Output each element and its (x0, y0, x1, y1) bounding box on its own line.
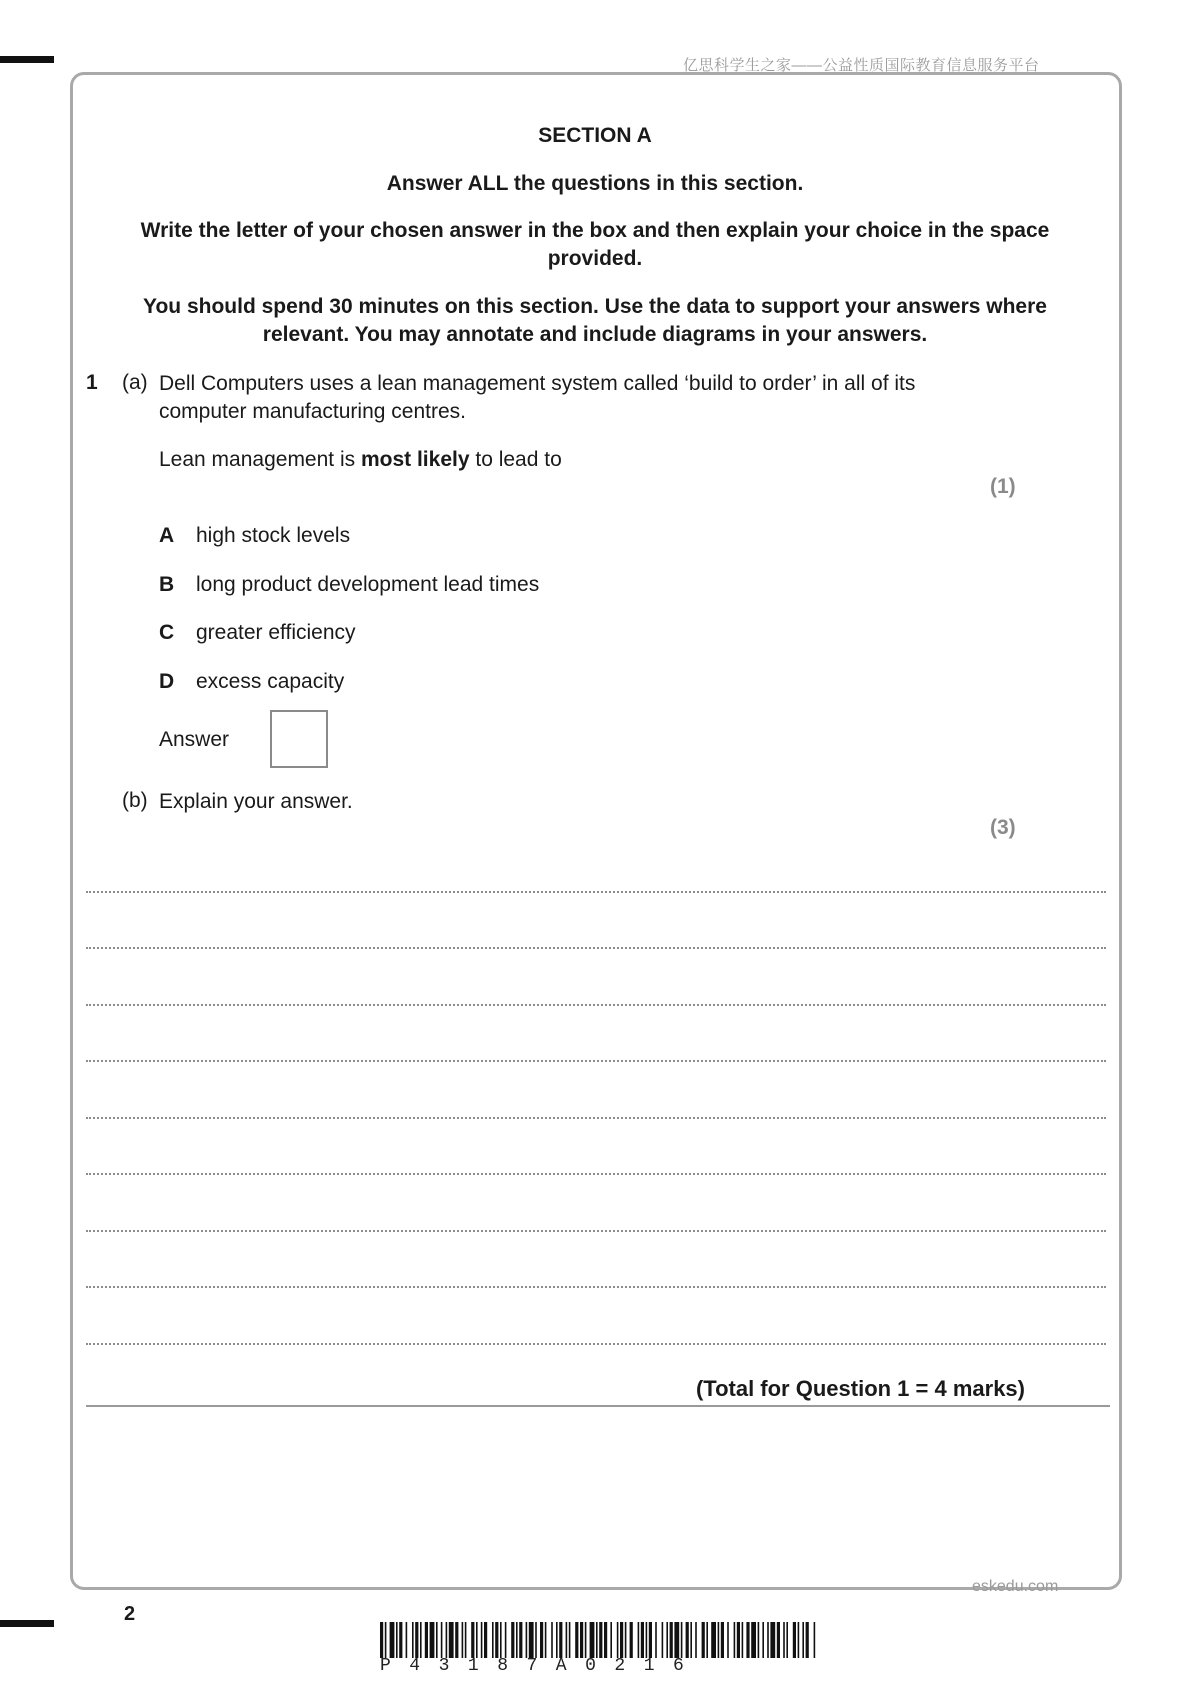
barcode-bar (718, 1622, 720, 1658)
question-number: 1 (86, 371, 98, 394)
barcode-bar (674, 1622, 679, 1658)
answer-line[interactable] (86, 1230, 1106, 1232)
part-b-prompt: Explain your answer. (159, 790, 353, 813)
barcode-bar (777, 1622, 780, 1658)
instruction-answer-all: Answer ALL the questions in this section. (386, 172, 804, 195)
barcode-bar (686, 1622, 689, 1658)
barcode-bar (535, 1622, 537, 1658)
barcode-bar (638, 1622, 640, 1658)
instruction-time (110, 293, 1080, 349)
barcode-bar (625, 1622, 627, 1658)
part-a-marks: (1) (990, 475, 1016, 498)
barcode-bar (655, 1622, 657, 1658)
prompt-after: to lead to (469, 448, 562, 471)
barcode-bar (526, 1622, 528, 1658)
footer-watermark: eskedu.com (972, 1578, 1059, 1595)
barcode-bar (446, 1622, 448, 1658)
barcode-bar (569, 1622, 571, 1658)
barcode (380, 1622, 816, 1658)
barcode-bar (737, 1622, 740, 1658)
barcode-bar (575, 1622, 578, 1658)
barcode-bar (767, 1622, 769, 1658)
prompt-emphasis: most likely (360, 448, 470, 471)
barcode-bar (449, 1622, 454, 1658)
instruction-write-letter (110, 217, 1080, 273)
barcode-bar (471, 1622, 474, 1658)
barcode-bar (734, 1622, 736, 1658)
barcode-bar (484, 1622, 487, 1658)
barcode-bar (604, 1622, 607, 1658)
barcode-bar (462, 1622, 464, 1658)
barcode-bar (476, 1622, 478, 1658)
answer-label: Answer (159, 728, 230, 751)
question-total: (Total for Question 1 = 4 marks) (695, 1376, 1025, 1401)
barcode-bar (559, 1622, 562, 1658)
barcode-bar (783, 1622, 785, 1658)
part-a-stem (159, 370, 915, 426)
barcode-bar (441, 1622, 443, 1658)
total-rule (86, 1405, 1110, 1407)
barcode-bar (590, 1622, 595, 1658)
header-watermark: 亿思科学生之家——公益性质国际教育信息服务平台 (683, 57, 1040, 74)
barcode-bar (540, 1622, 543, 1658)
option-c-text: greater efficiency (196, 621, 356, 644)
barcode-bar (505, 1622, 507, 1658)
part-b-label: (b) (122, 789, 148, 812)
answer-line[interactable] (86, 1060, 1106, 1062)
barcode-bar (399, 1622, 402, 1658)
option-a-text: high stock levels (196, 524, 351, 547)
barcode-bar (551, 1622, 553, 1658)
part-a-label: (a) (122, 371, 148, 394)
barcode-bar (380, 1622, 383, 1658)
option-b-letter: B (159, 573, 175, 596)
barcode-bar (681, 1622, 683, 1658)
barcode-bar (666, 1622, 668, 1658)
barcode-bar (406, 1622, 408, 1658)
page-number: 2 (124, 1603, 136, 1625)
barcode-bar (814, 1622, 816, 1658)
barcode-bar (802, 1622, 804, 1658)
barcode-bar (798, 1622, 800, 1658)
barcode-bar (630, 1622, 633, 1658)
barcode-bar (425, 1622, 428, 1658)
registration-mark-top (0, 56, 54, 63)
barcode-bar (596, 1622, 598, 1658)
barcode-bar (455, 1622, 458, 1658)
barcode-bar (617, 1622, 619, 1658)
barcode-bar (786, 1622, 788, 1658)
part-b-marks: (3) (990, 816, 1016, 839)
part-a-stem-line1: Dell Computers uses a lean management system called ‘build to order’ in all of its (159, 372, 916, 395)
barcode-bar (519, 1622, 522, 1658)
option-a-letter: A (159, 524, 175, 547)
registration-mark-bottom (0, 1620, 54, 1627)
answer-line[interactable] (86, 891, 1106, 893)
barcode-bar (620, 1622, 623, 1658)
barcode-bar (465, 1622, 467, 1658)
barcode-bar (585, 1622, 587, 1658)
barcode-bar (529, 1622, 534, 1658)
barcode-bar (545, 1622, 547, 1658)
option-c-letter: C (159, 621, 175, 644)
option-d-text: excess capacity (196, 670, 345, 693)
barcode-bar (390, 1622, 395, 1658)
barcode-bar (670, 1622, 673, 1658)
barcode-bar (711, 1622, 716, 1658)
barcode-bar (599, 1622, 602, 1658)
answer-line[interactable] (86, 1117, 1106, 1119)
part-a-prompt (159, 446, 562, 474)
instruction-time-line2: relevant. You may annotate and include diagrams in your answers. (262, 323, 928, 346)
barcode-bar (695, 1622, 697, 1658)
barcode-bar (793, 1622, 796, 1658)
barcode-text: P43187A0216 (380, 1656, 703, 1676)
answer-line[interactable] (86, 1173, 1106, 1175)
barcode-bar (412, 1622, 414, 1658)
barcode-bar (646, 1622, 648, 1658)
barcode-bar (511, 1622, 514, 1658)
barcode-bar (610, 1622, 612, 1658)
section-title: SECTION A (538, 124, 652, 147)
barcode-bar (702, 1622, 705, 1658)
answer-line[interactable] (86, 1004, 1106, 1006)
barcode-bar (385, 1622, 387, 1658)
barcode-bar (641, 1622, 644, 1658)
barcode-bar (500, 1622, 502, 1658)
barcode-bar (415, 1622, 418, 1658)
barcode-bar (762, 1622, 764, 1658)
barcode-bar (566, 1622, 568, 1658)
prompt-before: Lean management is (159, 448, 361, 471)
barcode-bar (690, 1622, 692, 1658)
barcode-bar (495, 1622, 498, 1658)
answer-line[interactable] (86, 947, 1106, 949)
barcode-bar (492, 1622, 494, 1658)
barcode-bar (396, 1622, 398, 1658)
instruction-write-letter-line1: Write the letter of your chosen answer in the box and then explain your choice in the space (140, 219, 1050, 242)
answer-line[interactable] (86, 1286, 1106, 1288)
barcode-bar (516, 1622, 518, 1658)
barcode-bar (746, 1622, 749, 1658)
barcode-bar (758, 1622, 760, 1658)
barcode-bar (770, 1622, 775, 1658)
instruction-write-letter-line2: provided. (547, 247, 643, 270)
barcode-bar (751, 1622, 756, 1658)
instruction-time-line1: You should spend 30 minutes on this section. Use the data to support your answers where (143, 295, 1047, 318)
barcode-bar (721, 1622, 724, 1658)
barcode-bar (420, 1622, 422, 1658)
option-b-text: long product development lead times (196, 573, 540, 596)
barcode-bar (481, 1622, 483, 1658)
barcode-bar (436, 1622, 438, 1658)
barcode-bar (580, 1622, 583, 1658)
barcode-bar (806, 1622, 809, 1658)
answer-box[interactable] (270, 710, 328, 768)
barcode-bar (706, 1622, 708, 1658)
barcode-bar (727, 1622, 729, 1658)
barcode-bar (430, 1622, 435, 1658)
barcode-bar (556, 1622, 558, 1658)
part-a-stem-line2: computer manufacturing centres. (159, 400, 466, 423)
option-d-letter: D (159, 670, 175, 693)
barcode-bar (742, 1622, 744, 1658)
barcode-bar (649, 1622, 652, 1658)
answer-line[interactable] (86, 1343, 1106, 1345)
barcode-bar (662, 1622, 664, 1658)
